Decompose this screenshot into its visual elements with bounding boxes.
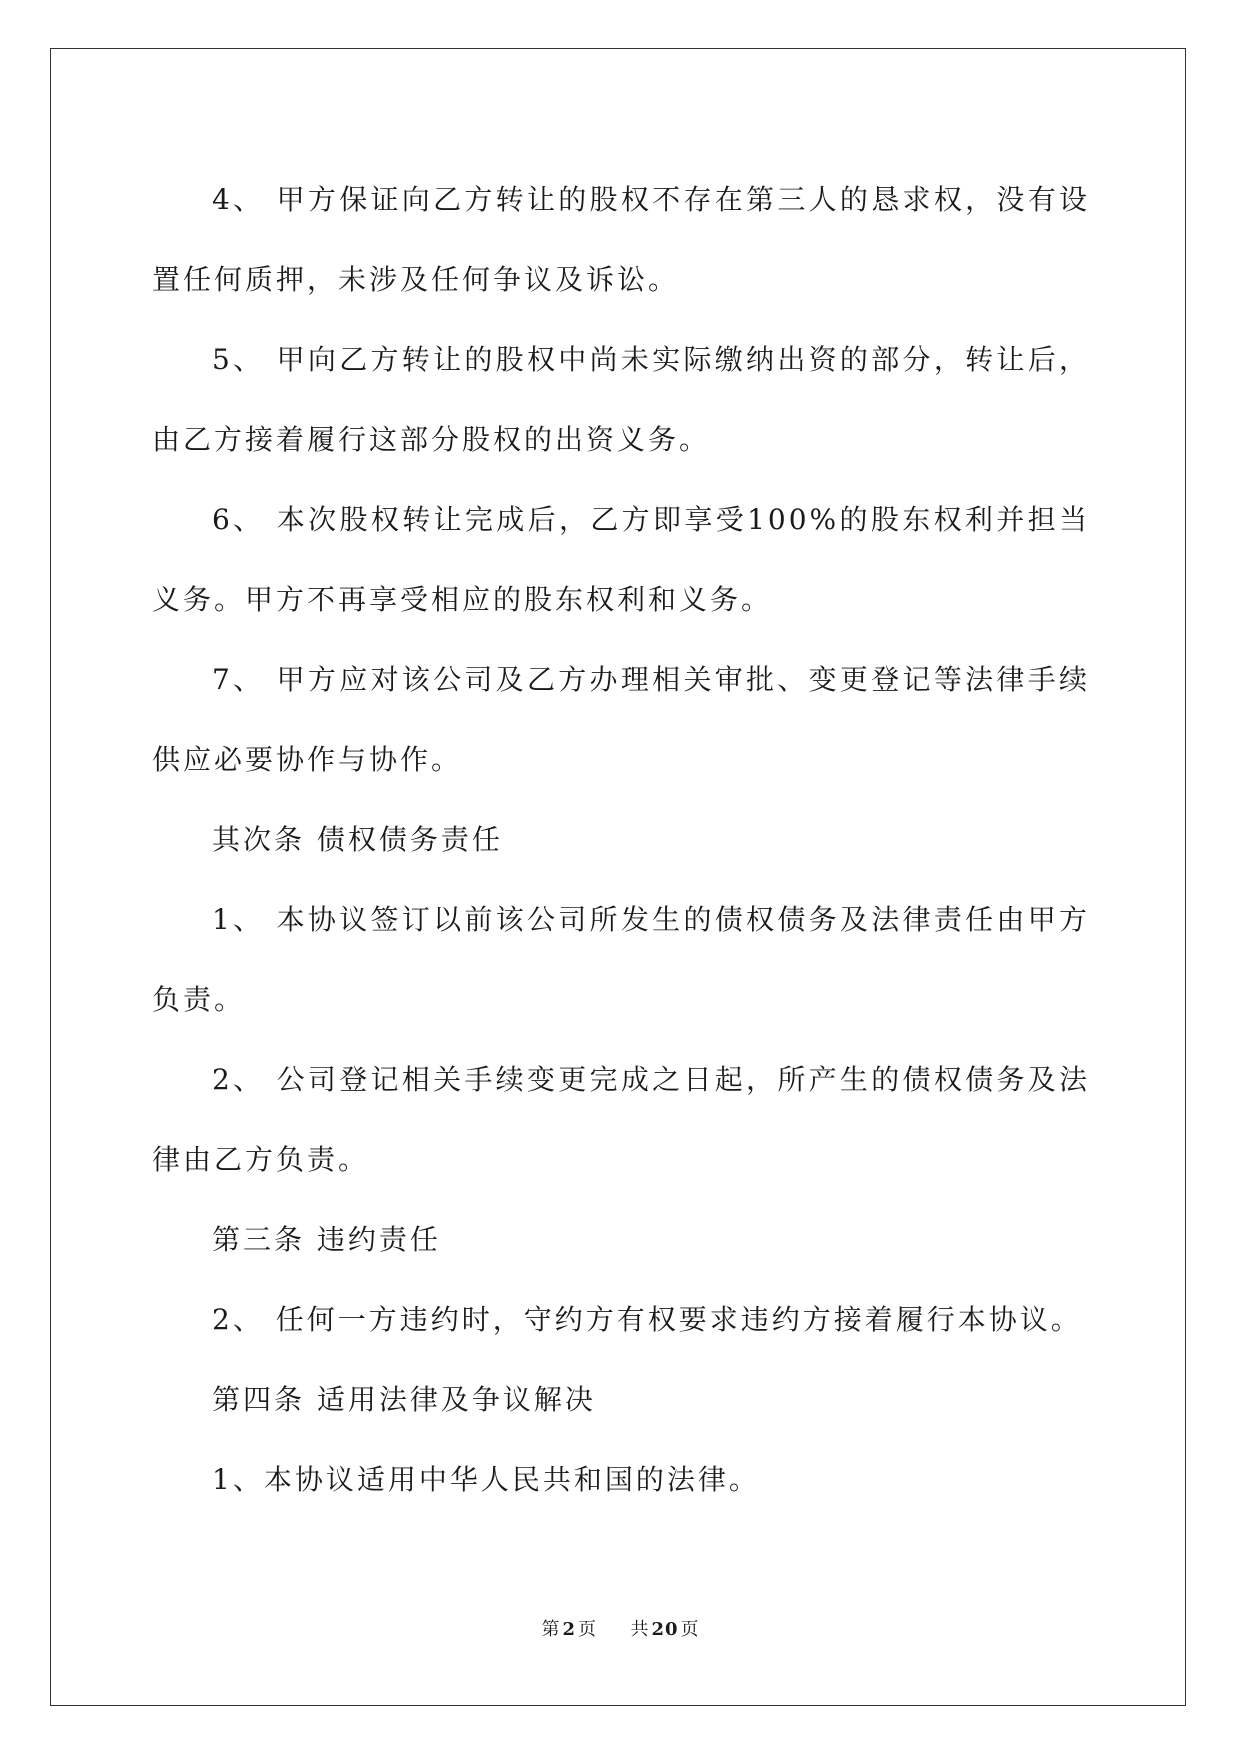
page-footer [0,1615,1241,1641]
paragraph-debt-1: 1、 本协议签订以前该公司所发生的债权债务及法律责任由甲方负责。 [152,903,1090,1016]
paragraph-clause-7: 7、 甲方应对该公司及乙方办理相关审批、变更登记等法律手续供应必要协作与协作。 [152,663,1090,776]
section-heading-debt: 其次条 债权债务责任 [212,823,503,856]
section-heading-law: 第四条 适用法律及争议解决 [212,1383,596,1416]
paragraph-debt-2: 2、 公司登记相关手续变更完成之日起，所产生的债权债务及法律由乙方负责。 [152,1063,1090,1176]
footer-page-number: 2 [562,1619,576,1640]
paragraph-breach-2: 2、 任何一方违约时，守约方有权要求违约方接着履行本协议。 [212,1303,1082,1336]
section-heading-breach: 第三条 违约责任 [212,1223,441,1256]
paragraph-clause-6: 6、 本次股权转让完成后，乙方即享受100%的股东权利并担当义务。甲方不再享受相应的股东权利和义务。 [152,503,1090,616]
footer-total-suffix: 页 [680,1619,700,1640]
document-body [152,160,1090,1520]
paragraph-clause-4: 4、 甲方保证向乙方转让的股权不存在第三人的恳求权，没有设置任何质押，未涉及任何争议及诉讼。 [152,183,1090,296]
footer-total-prefix: 共 [630,1619,650,1640]
paragraph-law-1: 1、本协议适用中华人民共和国的法律。 [212,1463,760,1496]
paragraph-clause-5: 5、 甲向乙方转让的股权中尚未实际缴纳出资的部分，转让后，由乙方接着履行这部分股权的出资义务。 [152,343,1090,456]
footer-total-pages: 20 [651,1619,679,1640]
footer-page-suffix: 页 [578,1619,597,1640]
footer-page-prefix: 第 [541,1619,561,1640]
